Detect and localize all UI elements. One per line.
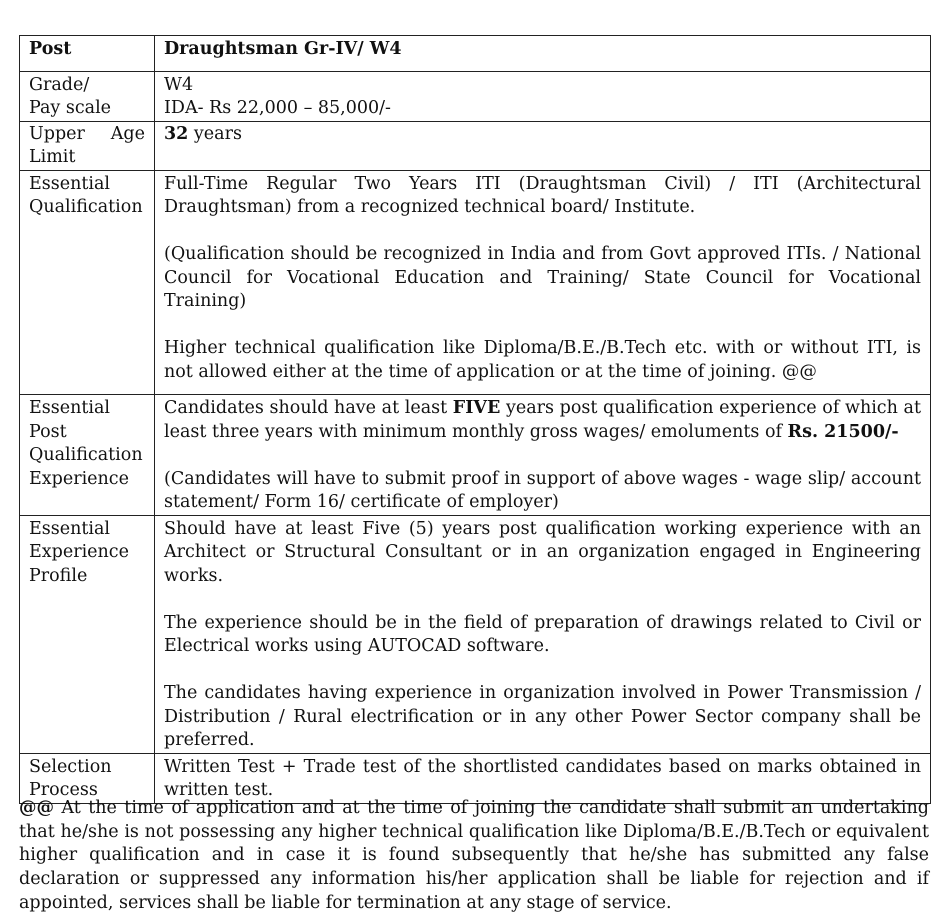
selection-value (155, 753, 931, 803)
essential-qualification-para2: (Qualification should be recognized in India and from Govt approved ITIs. / National Council for Vocational Education and Training/ State Council for Vocational Training) (164, 244, 921, 311)
selection-label-line2: Process (29, 780, 98, 800)
experience-profile-para1: Should have at least Five (5) years post qualification working experience with an Architect or Structural Consultant or in an organization engaged in Engineering works. (164, 518, 921, 586)
age-value (155, 121, 931, 170)
post-details-table (19, 35, 931, 804)
pqe-label-line1: Essential (29, 398, 111, 418)
age-value-number: 32 (164, 123, 189, 144)
pqe-label-line3: Qualification (29, 445, 143, 465)
table-header-row (20, 36, 931, 72)
experience-profile-label-line1: Essential (29, 518, 111, 539)
pqe-para1 (164, 397, 921, 444)
experience-profile-para2: The experience should be in the field of preparation of drawings related to Civil or Electrical works using AUTOCAD software. (164, 612, 921, 656)
age-label-line2: Limit (29, 147, 76, 167)
experience-profile-label-line2: Experience (29, 542, 129, 562)
grade-label-line1: Grade/ (29, 74, 90, 95)
grade-value-line1: W4 (164, 74, 194, 95)
age-value-unit: years (188, 123, 242, 144)
essential-qualification-label (20, 170, 155, 395)
pqe-label-line2: Post (29, 421, 67, 442)
age-label-line1 (29, 123, 145, 147)
experience-profile-value (155, 515, 931, 753)
header-post-label: Post (20, 36, 155, 72)
age-label-word1: Upper (29, 123, 85, 144)
grade-value-line2: IDA- Rs 22,000 – 85,000/- (164, 98, 391, 118)
pqe-years-bold: FIVE (452, 398, 501, 418)
essential-qualification-para1: Full-Time Regular Two Years ITI (Draughtsman Civil) / ITI (Architectural Draughtsman) from a recognized technical board/ Institute. (164, 173, 921, 217)
pqe-para1-a: Candidates should have at least (164, 398, 453, 418)
pqe-para1-c: years post qualification experience of which at least three years with minimum monthly gross wages/ emoluments of (164, 398, 921, 442)
age-value-text (164, 123, 921, 147)
table-row-experience-profile (20, 515, 931, 753)
pqe-value (155, 395, 931, 516)
pqe-label-line4: Experience (29, 468, 129, 489)
pqe-para2: (Candidates will have to submit proof in support of above wages - wage slip/ account statement/ Form 16/ certificate of employer) (164, 468, 921, 512)
experience-profile-label (20, 515, 155, 753)
age-label-word2: Age (110, 123, 145, 144)
selection-para1: Written Test + Trade test of the shortlisted candidates based on marks obtained in written test. (164, 756, 921, 800)
table-row-essential-qualification (20, 170, 931, 395)
pqe-wage-bold: Rs. 21500/- (787, 421, 899, 442)
age-label (20, 121, 155, 170)
footnote-text: At the time of application and at the time of joining the candidate shall submit an undertaking that he/she is not possessing any higher technical qualification like Diploma/B.E./B.Tech or equivalent higher qualification and in case it is found subsequently that he/she has submitted any false declaration or suppressed any information his/her application shall be liable for rejection and if appointed, services shall be liable for termination at any stage of service. (19, 798, 929, 913)
header-post-title: Draughtsman Gr-IV/ W4 (155, 36, 931, 72)
grade-label (20, 71, 155, 121)
footnote-marker: @@ (19, 798, 54, 818)
pqe-label (20, 395, 155, 516)
selection-label-line1: Selection (29, 756, 112, 777)
table-row-age (20, 121, 931, 170)
grade-label-line2: Pay scale (29, 98, 112, 118)
essential-qualification-value (155, 170, 931, 395)
footnote (19, 797, 929, 916)
experience-profile-label-line3: Profile (29, 565, 88, 586)
essential-qualification-label-line1: Essential (29, 173, 111, 194)
essential-qualification-para3: Higher technical qualification like Diploma/B.E./B.Tech etc. with or without ITI, is not allowed either at the time of application or at the time of joining. @@ (164, 338, 921, 382)
table-row-grade (20, 71, 931, 121)
selection-label (20, 753, 155, 803)
table-row-post-qualification-experience (20, 395, 931, 516)
grade-value (155, 71, 931, 121)
table-row-selection-process (20, 753, 931, 803)
essential-qualification-label-line2: Qualification (29, 197, 143, 217)
experience-profile-para3: The candidates having experience in organization involved in Power Transmission / Distribution / Rural electrification or in any other Power Sector company shall be preferred. (164, 683, 921, 750)
